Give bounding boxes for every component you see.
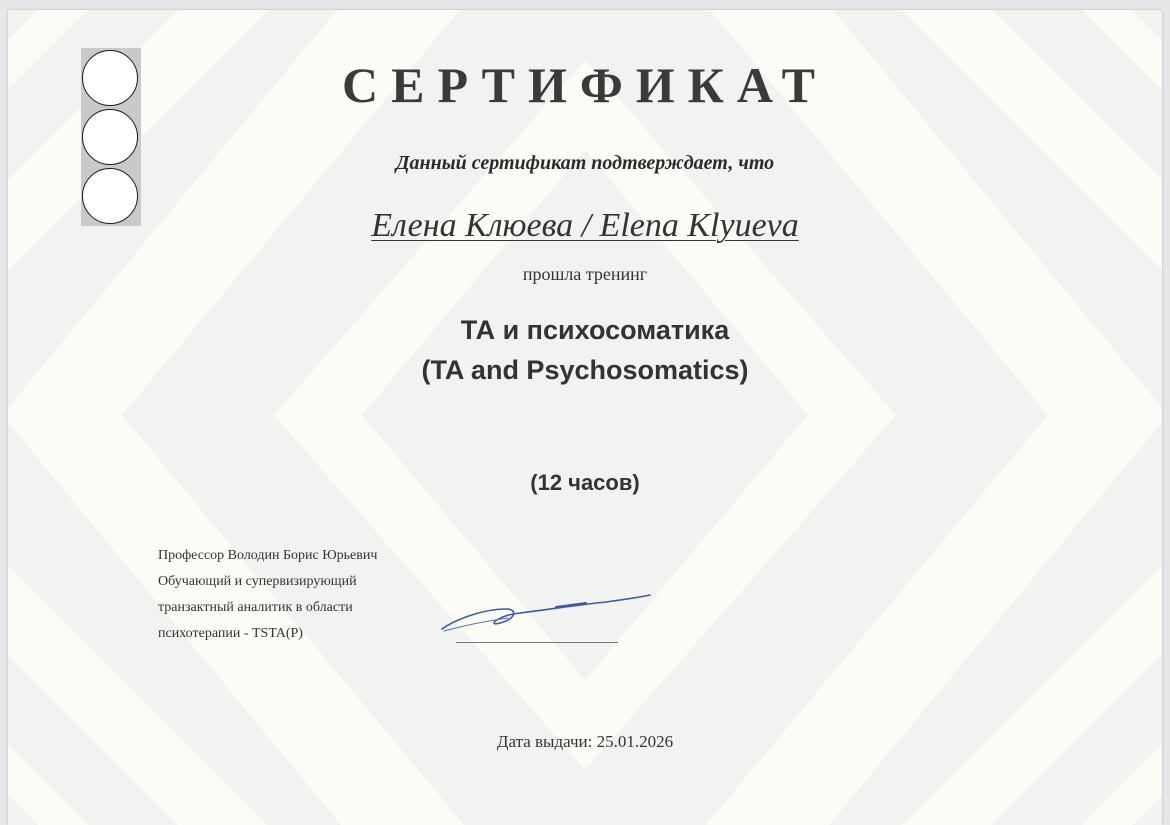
background-pattern [8, 10, 1162, 825]
signer-title-line: психотерапии - TSTA(P) [158, 626, 303, 641]
signer-block [158, 543, 458, 647]
signer-title-line: транзактный аналитик в области [158, 600, 353, 615]
course-title-ru: ТА и психосоматика [460, 315, 730, 345]
issue-date: Дата выдачи: 25.01.2026 [496, 732, 674, 751]
recipient-name: Елена Клюева / Elena Klyueva [371, 207, 799, 244]
signer-title-line: Обучающий и супервизирующий [158, 574, 357, 589]
course-hours: (12 часов) [530, 470, 640, 495]
certificate-title: СЕРТИФИКАТ [341, 57, 828, 113]
confirm-text: Данный сертификат подтверждает, что [395, 152, 775, 174]
passed-text: прошла тренинг [522, 264, 648, 284]
signature-line [456, 642, 618, 643]
handwritten-signature [436, 585, 656, 645]
certificate-page [8, 10, 1162, 825]
signer-name: Профессор Володин Борис Юрьевич [158, 548, 378, 563]
course-title-en: (TA and Psychosomatics) [421, 355, 749, 385]
recipient-name-wrap [0, 207, 1170, 245]
